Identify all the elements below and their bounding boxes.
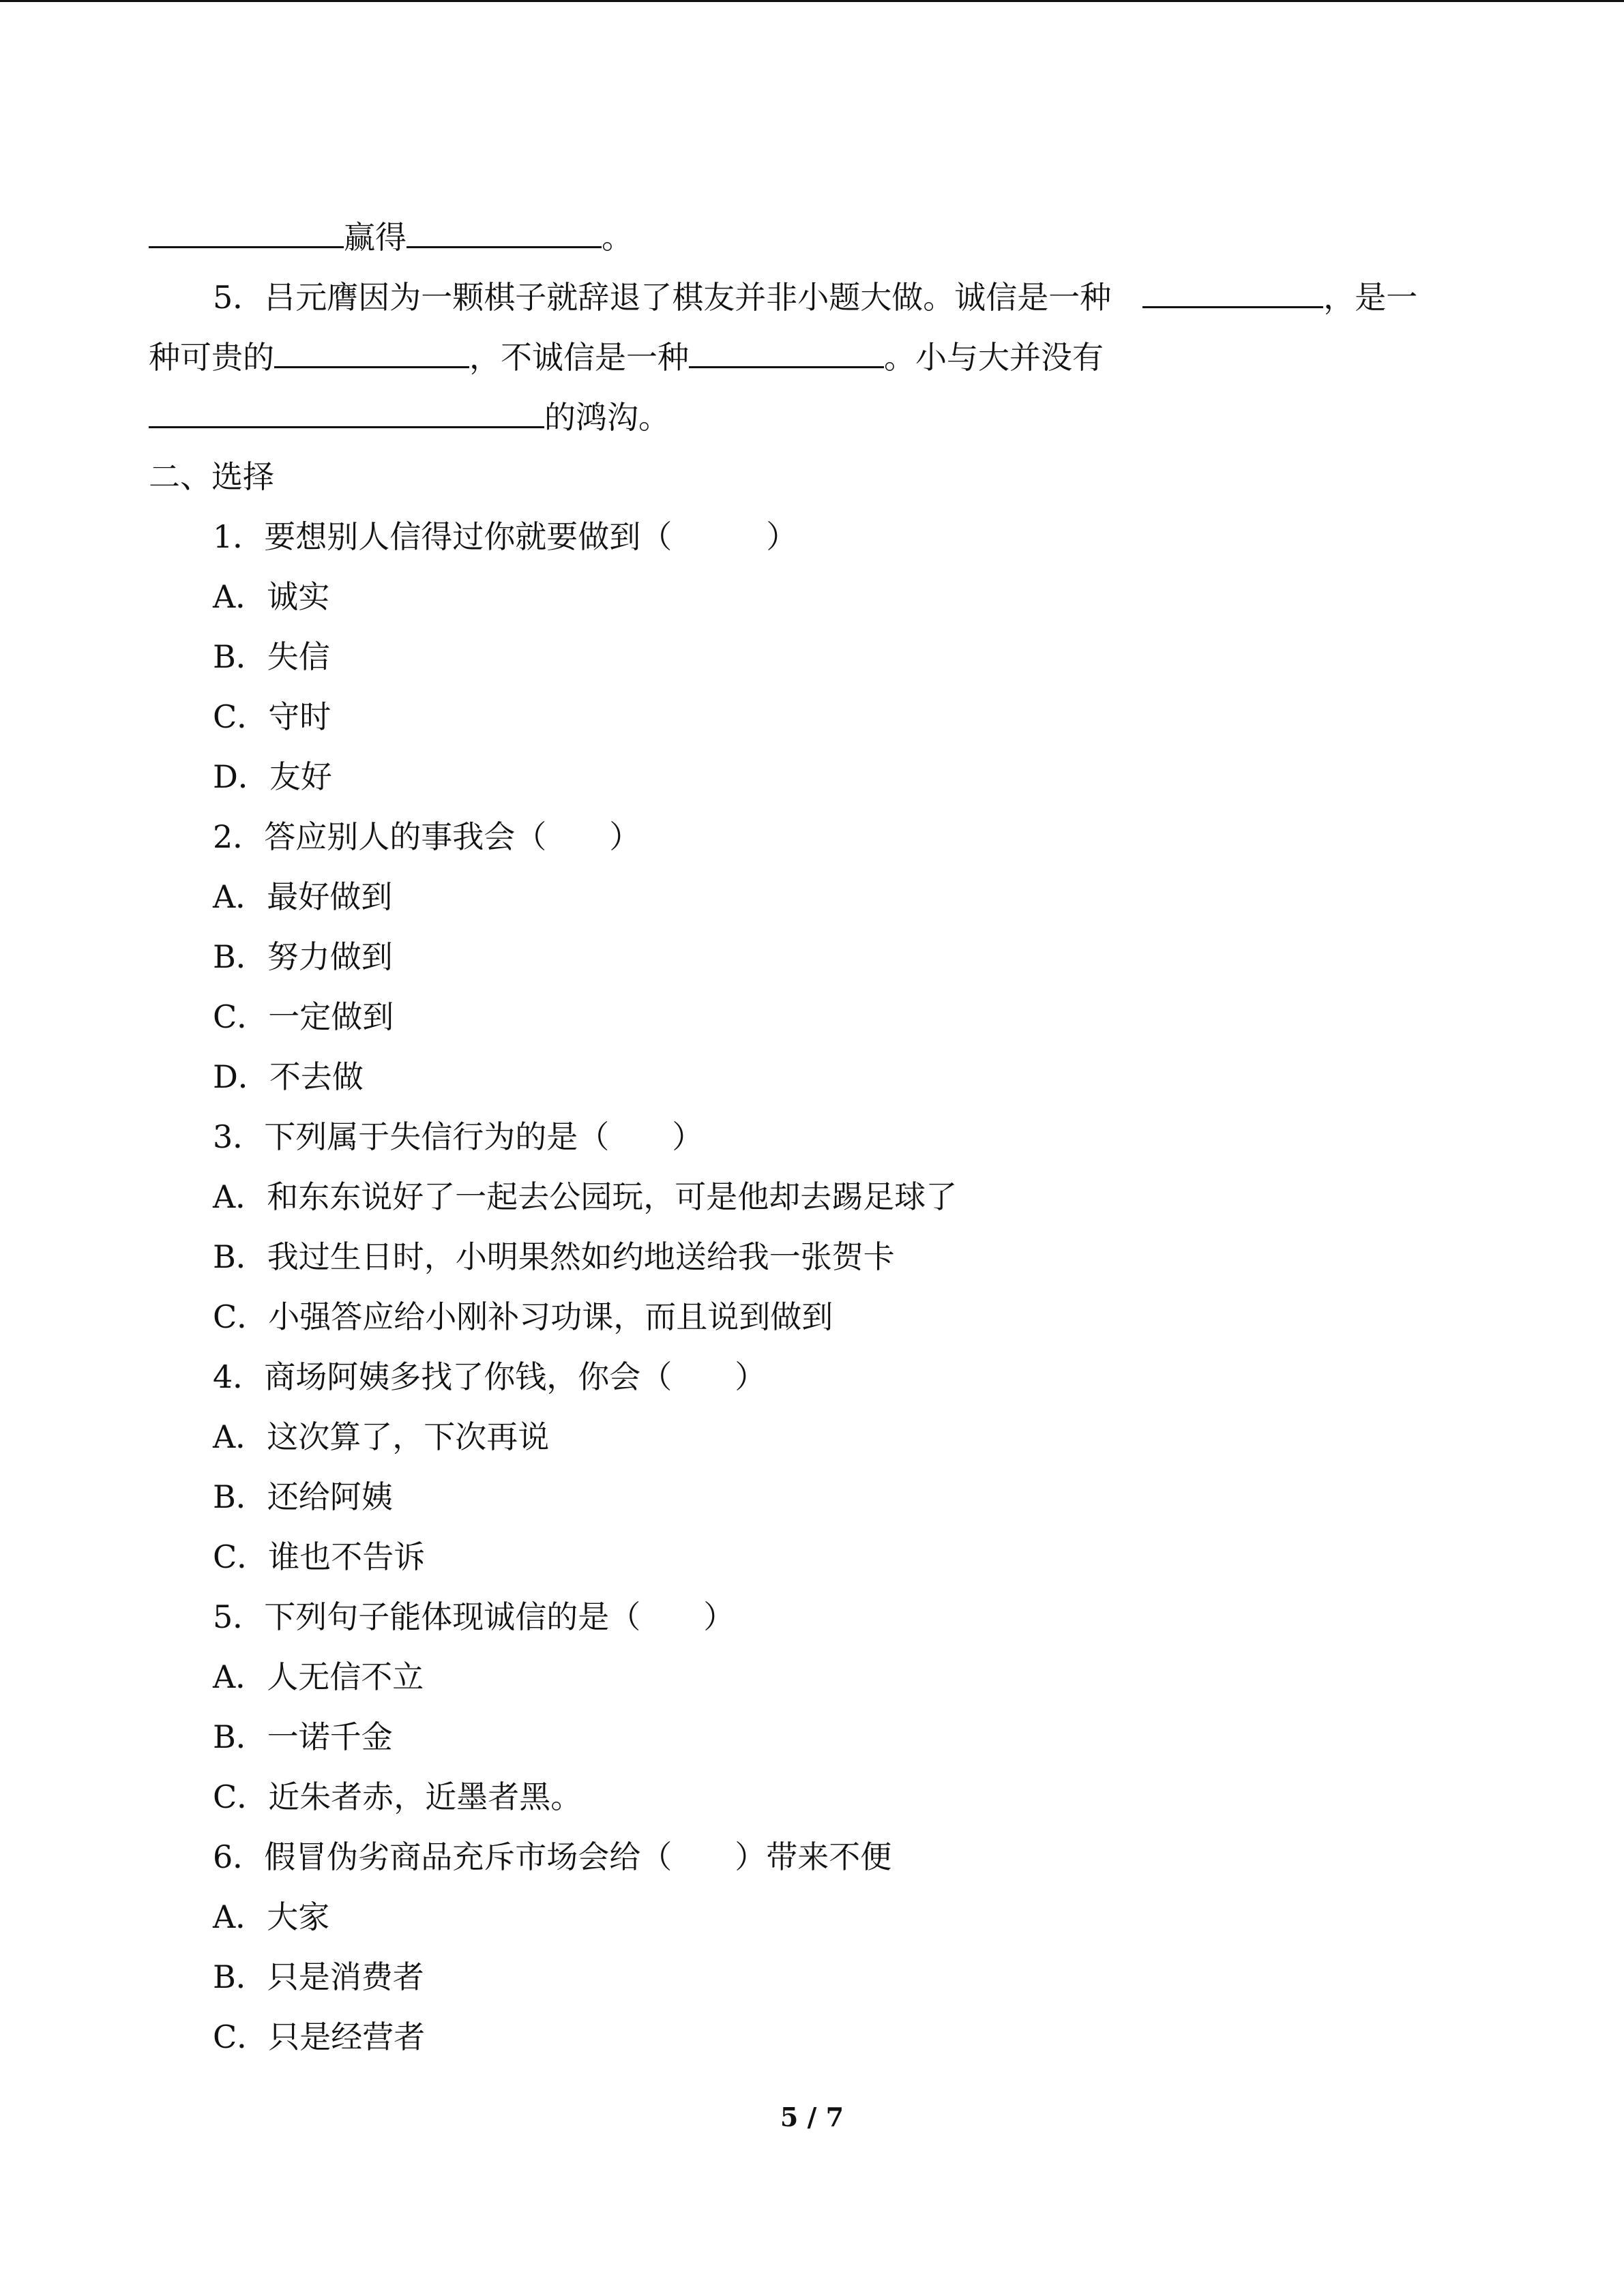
option-c[interactable]: C．小强答应给小刚补习功课，而且说到做到 xyxy=(213,1298,833,1335)
fill-in-text: 赢得 xyxy=(344,219,407,256)
page-number: 5 / 7 xyxy=(780,2102,844,2132)
question-stem: 6．假冒伪劣商品充斥市场会给（ ）带来不便 xyxy=(213,1838,892,1875)
option-b[interactable]: B．一诺千金 xyxy=(213,1718,393,1755)
section-heading: 二、选择 xyxy=(149,458,274,495)
answer-blank[interactable] xyxy=(149,216,344,248)
option-a[interactable]: A．最好做到 xyxy=(213,878,393,915)
option-c[interactable]: C．只是经营者 xyxy=(213,2018,426,2055)
option-c[interactable]: C．一定做到 xyxy=(213,998,394,1035)
answer-blank[interactable] xyxy=(274,336,469,368)
answer-blank[interactable] xyxy=(407,216,602,248)
option-c[interactable]: C．近朱者赤，近墨者黑。 xyxy=(213,1778,582,1815)
fill-in-text: 5．吕元膺因为一颗棋子就辞退了棋友并非小题大做。诚信是一种 xyxy=(213,279,1112,316)
option-a[interactable]: A．大家 xyxy=(213,1898,330,1935)
fill-in-text: ，不诚信是一种 xyxy=(469,339,689,376)
option-b[interactable]: B．我过生日时，小明果然如约地送给我一张贺卡 xyxy=(213,1238,895,1275)
option-c[interactable]: C．谁也不告诉 xyxy=(213,1538,426,1575)
fill-in-text: 。 xyxy=(602,219,633,256)
option-a[interactable]: A．和东东说好了一起去公园玩，可是他却去踢足球了 xyxy=(213,1178,958,1215)
fill-in-q5-line-2 xyxy=(149,336,1104,377)
answer-blank[interactable] xyxy=(1142,276,1323,308)
fill-in-text: 种可贵的 xyxy=(149,339,274,376)
question-stem: 1．要想别人信得过你就要做到（ ） xyxy=(213,518,798,555)
option-d[interactable]: D．友好 xyxy=(213,758,332,795)
fill-in-text: 的鸿沟。 xyxy=(544,399,670,436)
option-b[interactable]: B．失信 xyxy=(213,638,330,675)
answer-blank[interactable] xyxy=(689,336,884,368)
option-b[interactable]: B．还给阿姨 xyxy=(213,1478,393,1515)
question-stem: 4．商场阿姨多找了你钱，你会（ ） xyxy=(213,1358,767,1395)
fill-in-text: 。小与大并没有 xyxy=(884,339,1104,376)
fill-in-text: ，是一 xyxy=(1323,279,1418,316)
option-a[interactable]: A．人无信不立 xyxy=(213,1658,424,1695)
option-a[interactable]: A．这次算了，下次再说 xyxy=(213,1418,550,1455)
fill-in-q4-tail xyxy=(149,216,633,257)
question-stem: 3．下列属于失信行为的是（ ） xyxy=(213,1118,704,1155)
option-b[interactable]: B．努力做到 xyxy=(213,938,393,975)
option-d[interactable]: D．不去做 xyxy=(213,1058,364,1095)
option-c[interactable]: C．守时 xyxy=(213,698,331,735)
question-stem: 2．答应别人的事我会（ ） xyxy=(213,818,641,855)
answer-blank[interactable] xyxy=(149,396,544,428)
option-a[interactable]: A．诚实 xyxy=(213,578,330,615)
page-top-border xyxy=(0,0,1624,2)
question-stem: 5．下列句子能体现诚信的是（ ） xyxy=(213,1598,735,1635)
option-b[interactable]: B．只是消费者 xyxy=(213,1958,424,1995)
fill-in-q5-line-3 xyxy=(149,396,670,437)
fill-in-q5-line-1 xyxy=(213,276,1417,317)
